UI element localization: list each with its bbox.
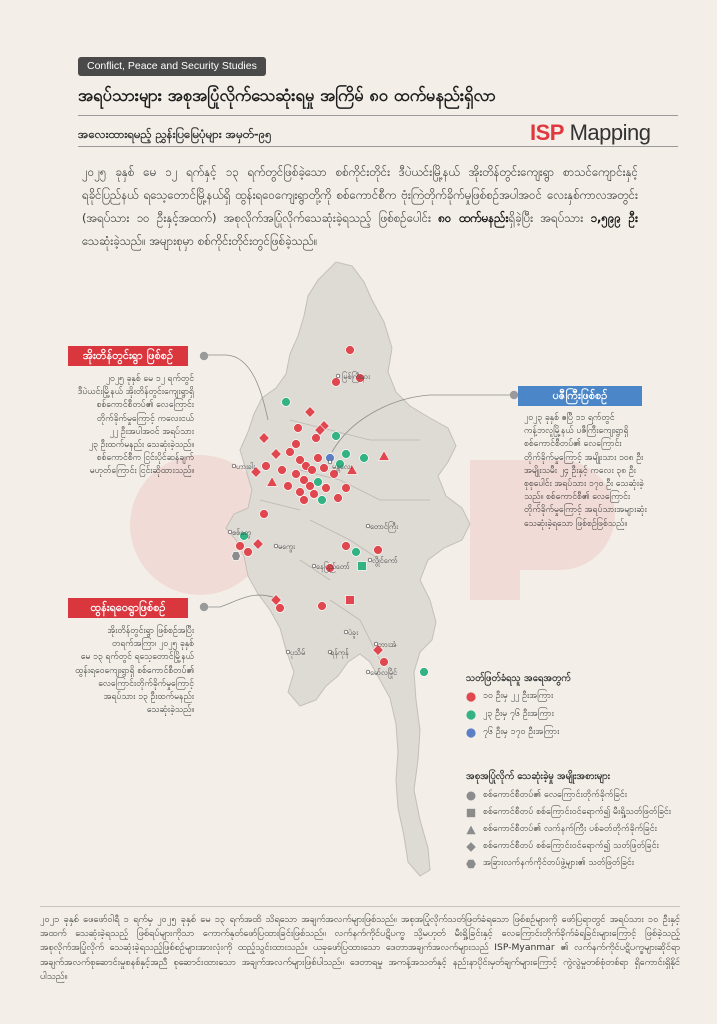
place-yangon: ရန်ကုန် bbox=[330, 648, 349, 657]
incident-marker bbox=[236, 542, 245, 551]
incident-marker bbox=[320, 464, 329, 473]
incident-marker bbox=[278, 466, 287, 475]
callout-htunyawai-line: လေကြောင်းတိုက်ခိုက်မှုကြောင့် bbox=[98, 678, 194, 689]
legend-deaths-row bbox=[466, 690, 553, 703]
intro-bold-incidents: ၈၀ ထက်မနည်း bbox=[438, 211, 509, 225]
legend-deaths-row bbox=[466, 708, 554, 721]
incident-marker bbox=[244, 548, 253, 557]
legend-type-row bbox=[466, 789, 627, 802]
incident-marker bbox=[314, 454, 323, 463]
incident-marker bbox=[322, 484, 331, 493]
callout-ohtein-line: စစ်ကောင်စီတပ်၏ လေကြောင်း bbox=[96, 400, 194, 411]
incident-marker bbox=[352, 548, 361, 557]
incident-marker bbox=[276, 604, 285, 613]
legend-deaths-row bbox=[466, 726, 559, 739]
incident-marker bbox=[296, 488, 305, 497]
callout-htunyawai-line: တရက်အကြာ၊ ၂၀၂၅ ခုနှစ် bbox=[111, 639, 194, 650]
circle-icon bbox=[466, 791, 476, 801]
place-myitkyina: မြစ်ကြီးနား bbox=[342, 372, 370, 381]
callout-htunyawai-title: ထွန်းရဝေရွာဖြစ်စဉ် bbox=[68, 598, 188, 618]
intro-text-b: ရှိခဲ့ပြီး အရပ်သား bbox=[508, 211, 591, 225]
callout-htunyawai-body bbox=[66, 625, 194, 717]
incident-marker bbox=[308, 466, 317, 475]
incident-marker bbox=[260, 510, 269, 519]
legend-type-label: စစ်ကောင်စီတပ် စစ်ကြောင်းဝင်ရောက်၍ မီးရှို့သတ်ဖြတ်ခြင်း bbox=[483, 807, 672, 817]
callout-pazigyi-line: စစ်ကောင်စီတပ်၏ လေကြောင်း bbox=[524, 439, 622, 450]
callout-htunyawai-line: မေ ၁၃ ရက်တွင် ရသေ့တောင်မြို့နယ် bbox=[80, 652, 194, 663]
callout-htunyawai-line: သေဆုံးခဲ့သည်။ bbox=[146, 705, 194, 716]
callout-pazigyi-line: အမျိုးသမီး ၂၄ ဦးနှင့် ကလေး ၃၈ ဦး bbox=[524, 465, 636, 476]
intro-bold-deaths: ၁,၅၉၉ ဦး bbox=[590, 211, 639, 225]
incident-marker bbox=[358, 562, 367, 571]
callout-ohtein-line: ၂၂ ဦးအပါအဝင် အရပ်သား bbox=[109, 426, 194, 437]
legend-types-title: အစုအပြုံလိုက် သေဆုံးခဲ့မှု အမျိုးအစားများ bbox=[466, 771, 611, 782]
blue-dot-icon bbox=[466, 728, 476, 738]
callout-ohtein-line: တိုက်ခိုက်မှုကြောင့် ကလေးငယ် bbox=[96, 413, 194, 424]
page-subtitle: အလေးထားရမည့် ညွှန်းပြမြေပုံများ အမှတ်-၉၅ bbox=[78, 127, 272, 141]
callout-pazigyi-line: တိုက်ခိုက်မှုကြောင့် အမျိုးသား ၁၀၈ ဦး bbox=[524, 452, 644, 463]
callout-htunyawai-line: အရပ်သား ၁၃ ဦးထက်မနည်း bbox=[103, 692, 194, 703]
footer-divider bbox=[40, 906, 680, 907]
intro-text-c: သေဆုံးခဲ့သည်။ အများစုမှာ စစ်ကိုင်းတိုင်းတွင်ဖြစ်ခဲ့သည်။ bbox=[82, 234, 318, 248]
callout-pazigyi-title: ပဇီကြီးဖြစ်စဉ် bbox=[518, 386, 642, 406]
place-loikaw: လွိုင်ကော် bbox=[372, 556, 398, 565]
place-hakha: ဟားခါး bbox=[236, 462, 255, 471]
callout-pazigyi-line: တိုက်ခိုက်မှုကြောင့် အရပ်သားအများဆုံး bbox=[524, 505, 647, 516]
incident-marker bbox=[282, 398, 291, 407]
legend-deaths-label: ၇၆ ဦးမှ ၁၇၀ ဦးအကြား bbox=[483, 727, 560, 737]
incident-marker bbox=[342, 484, 351, 493]
callout-anchor-dot bbox=[510, 391, 518, 399]
callout-ohtein-title: အိုးတိန်တွင်းရွာ ဖြစ်စဉ် bbox=[68, 346, 188, 366]
incident-marker bbox=[284, 482, 293, 491]
incident-marker bbox=[232, 552, 241, 561]
callout-anchor-dot bbox=[200, 603, 208, 611]
incident-marker bbox=[342, 450, 351, 459]
incident-marker bbox=[292, 440, 301, 449]
incident-marker bbox=[310, 490, 319, 499]
incident-marker bbox=[300, 496, 309, 505]
place-hpaan: ဘားအံ bbox=[378, 640, 397, 649]
incident-marker bbox=[332, 432, 341, 441]
page-title: အရပ်သားများ အစုအပြုံလိုက်သေဆုံးရမှု အကြိမ် ၈၀ ထက်မနည်းရှိလာ bbox=[78, 86, 496, 105]
incident-marker bbox=[286, 448, 295, 457]
callout-pazigyi-body bbox=[524, 412, 674, 531]
callout-pazigyi-line: စုစုပေါင်း အရပ်သား ၁၇၀ ဦး သေဆုံးခဲ့ bbox=[524, 479, 644, 490]
callout-anchor-dot bbox=[200, 352, 208, 360]
city-dot bbox=[336, 374, 340, 378]
incident-marker bbox=[312, 434, 321, 443]
callout-ohtein-line: ၂၀၂၅ ခုနှစ် မေ ၁၂ ရက်တွင် bbox=[105, 374, 194, 384]
place-sittwe: စစ်တွေ bbox=[232, 528, 251, 537]
incident-marker bbox=[334, 494, 343, 503]
incident-marker bbox=[318, 602, 327, 611]
incident-marker bbox=[420, 668, 429, 677]
incident-marker bbox=[342, 542, 351, 551]
callout-ohtein-line: စစ်ကောင်စီက ငြင်းပိုင်ဆန်ချက် bbox=[96, 453, 194, 464]
legend-type-label: စစ်ကောင်စီတပ် စစ်ကြောင်းဝင်ရောက်၍ သတ်ဖြတ်ခြင်း bbox=[483, 841, 659, 851]
legend-deaths-label: ၂၃ ဦးမှ ၇၆ ဦးအကြား bbox=[483, 709, 554, 719]
callout-ohtein-line: ၂၃ ဦးထက်မနည်း သေဆုံးခဲ့သည်။ bbox=[88, 440, 194, 451]
legend-type-row bbox=[466, 857, 634, 870]
red-dot-icon bbox=[466, 692, 476, 702]
intro-text-a: ၂၀၂၅ ခုနှစ် မေ ၁၂ ရက်နှင့် ၁၃ ရက်တွင်ဖြစ်ခဲ့သော စစ်ကိုင်းတိုင်း ဒီပဲယင်းမြို့နယ် အိုးတိန်တွင်းကျေးရွာ စာသင်ကျောင်းနှင့် ရခိုင်ပြည်နယ် ရသေ့တောင်မြို့နယ်ရှိ ထွန်းရဝေကျေးရွာတို့ကို စစ်ကောင်စီက ဗုံးကြဲတိုက်ခိုက်မှုဖြစ်စဉ်အပါအဝင် လေးနှစ်ကာလအတွင်း (အရပ်သား ၁၀ ဦးနှင့်အထက်) အစုလိုက်အပြုံလိုက်သေဆုံးခဲ့ရသည့် ဖြစ်စဉ်ပေါင်း bbox=[82, 165, 638, 225]
brand-isp: ISP bbox=[530, 120, 564, 145]
callout-ohtein-line: မဟုတ်ကြောင်း ငြင်းဆိုထားသည်။ bbox=[89, 466, 194, 477]
incident-marker bbox=[314, 478, 323, 487]
place-naypyitaw: နေပြည်တော် bbox=[316, 562, 350, 571]
incident-marker bbox=[346, 596, 355, 605]
green-dot-icon bbox=[466, 710, 476, 720]
callout-htunyawai-line: ထွန်းရဝေကျေးရွာရှိ စစ်ကောင်စီတပ်၏ bbox=[75, 665, 194, 676]
callout-ohtein-body bbox=[66, 373, 194, 479]
brand-mapping: Mapping bbox=[569, 120, 651, 145]
callout-pazigyi-line: ကန့်ဘလူမြို့နယ် ပဇီကြီးကျေးရွာရှိ bbox=[524, 426, 629, 437]
callout-pazigyi-line: သေဆုံးခဲ့ရသော ဖြစ်စဉ်ဖြစ်သည်။ bbox=[524, 518, 627, 529]
legend-type-row bbox=[466, 806, 671, 819]
place-mawlamyine: မော်လမြိုင် bbox=[370, 668, 398, 677]
hexagon-icon bbox=[466, 859, 476, 869]
incident-marker bbox=[360, 454, 369, 463]
legend-type-label: အခြားလက်နက်ကိုင်တပ်ဖွဲ့များ၏ သတ်ဖြတ်ခြင်း bbox=[483, 858, 635, 868]
callout-ohtein-line: ဒီပဲယင်းမြို့နယ် အိုးတိန်တွင်းကျေးရွာရှိ bbox=[77, 387, 194, 398]
callout-pazigyi-line: သည်။ စစ်ကောင်စီ၏ လေကြောင်း bbox=[524, 492, 631, 503]
legend-type-row bbox=[466, 840, 659, 853]
legend-deaths-label: ၁၀ ဦးမှ ၂၂ ဦးအကြား bbox=[483, 691, 554, 701]
diamond-icon bbox=[466, 842, 476, 852]
place-bago: ပဲခူး bbox=[348, 628, 358, 637]
place-mandalay: မန္တလေး bbox=[332, 462, 353, 471]
legend-type-row bbox=[466, 823, 657, 836]
incident-marker bbox=[306, 482, 315, 491]
incident-marker bbox=[380, 658, 389, 667]
legend-type-label: စစ်ကောင်စီတပ်၏ လေကြောင်းတိုက်ခိုက်ခြင်း bbox=[483, 790, 627, 800]
callout-htunyawai-line: အိုးတိန်တွင်းရွာ ဖြစ်စဉ်အပြီး bbox=[107, 626, 194, 636]
incident-marker bbox=[262, 462, 271, 471]
place-pathein: ပုသိမ် bbox=[290, 648, 306, 657]
incident-marker bbox=[294, 424, 303, 433]
series-tag: Conflict, Peace and Security Studies bbox=[78, 57, 266, 76]
place-magway: မကွေး bbox=[278, 542, 295, 551]
incident-marker bbox=[292, 470, 301, 479]
square-icon bbox=[466, 808, 476, 818]
incident-marker bbox=[346, 346, 355, 355]
incident-marker bbox=[318, 496, 327, 505]
footer-note: ၂၀၂၁ ခုနှစ် ဖေဖော်ဝါရီ ၁ ရက်မှ ၂၀၂၅ ခုနှစ် မေ ၁၃ ရက်အထိ သိရသော အချက်အလက်များဖြစ်သည်။ အစုအပြုံလိုက်သတ်ဖြတ်ခံရသော ဖြစ်စဉ်များကို ဖော်ပြရာတွင် အရပ်သား ၁၀ ဦးနှင့်အထက် သေဆုံးခဲ့ရသည့် ဖြစ်ရပ်များကိုသာ ကောက်နုတ်ဖော်ပြထားခြင်းဖြစ်သည်။ လက်နက်ကိုင်ပဋိပက္ခ သို့မဟုတ် မီးရှို့ခြင်းနှင့် လေကြောင်းတိုက်ခိုက်ခံရခြင်းများကြောင့် ဖြစ်ခဲ့သည့် အစုလိုက်အပြုံလိုက် သေဆုံးခဲ့ရသည့်ဖြစ်စဉ်များအားလုံးကို ထည့်သွင်းထားသည်။ ယခုဖော်ပြထားသော ဒေတာအချက်အလက်များသည် ISP-Myanmar ၏ လက်နက်ကိုင်ပဋိပက္ခများဆိုင်ရာ အချက်အလက်စုဆောင်းမှုစနစ်နှင့်အညီ စုဆောင်းထားသော အချက်အလက်များဖြစ်ပါသည်။ ဒေတာရမှု အကန့်အသတ်နှင့် နည်းနာပိုင်းမှတ်ချက်များကြောင့် ကွဲလွဲမှုတစ်စုံတစ်ရာ ရှိကောင်းရှိနိုင်ပါသည်။ bbox=[40, 914, 680, 982]
legend-type-label: စစ်ကောင်စီတပ်၏ လက်နက်ကြီး ပစ်ခတ်တိုက်ခိုက်ခြင်း bbox=[483, 824, 657, 834]
incident-marker bbox=[332, 378, 341, 387]
place-taunggyi: တောင်ကြီး bbox=[370, 522, 398, 531]
callout-pazigyi-line: ၂၀၂၃ ခုနှစ် ဧပြီ ၁၁ ရက်တွင် bbox=[524, 413, 615, 423]
incident-marker bbox=[374, 546, 383, 555]
triangle-icon bbox=[466, 825, 476, 835]
legend-deaths-title: သတ်ဖြတ်ခံရသူ အရေအတွက် bbox=[466, 673, 571, 684]
